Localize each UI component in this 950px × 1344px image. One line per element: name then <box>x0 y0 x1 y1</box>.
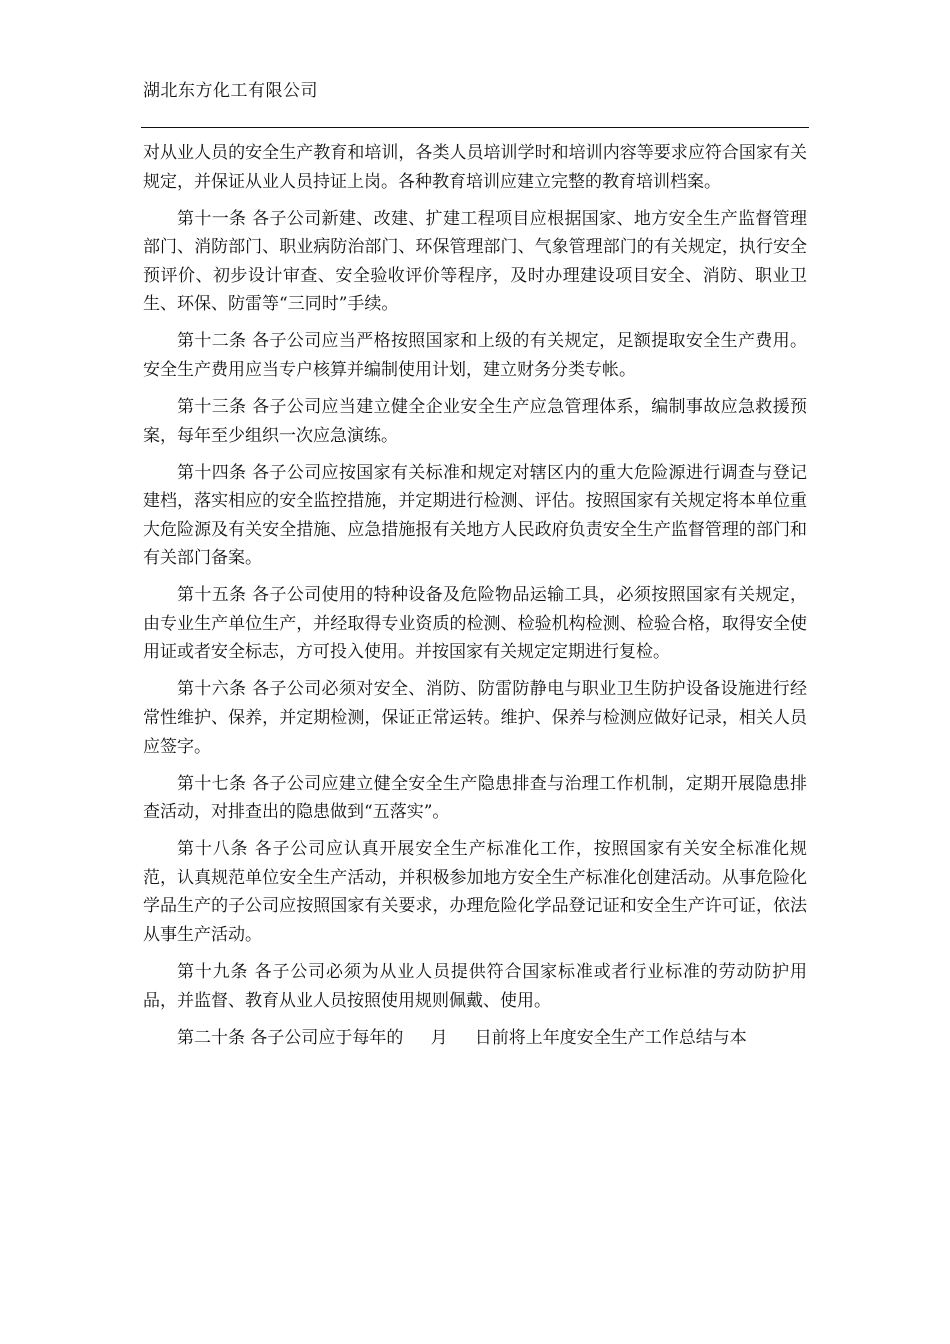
header-rule <box>141 127 809 128</box>
paragraph-article-16: 第十六条 各子公司必须对安全、消防、防雷防静电与职业卫生防护设备设施进行经常性维护、保养，并定期检测，保证正常运转。维护、保养与检测应做好记录，相关人员应签字。 <box>143 679 807 757</box>
document-body <box>143 139 807 1061</box>
paragraph-article-17: 第十七条 各子公司应建立健全安全生产隐患排查与治理工作机制，定期开展隐患排查活动，对排查出的隐患做到“五落实”。 <box>143 773 807 823</box>
paragraph-article-20 <box>143 1024 807 1053</box>
paragraph-article-11: 第十一条 各子公司新建、改建、扩建工程项目应根据国家、地方安全生产监督管理部门、消防部门、职业病防治部门、环保管理部门、气象管理部门的有关规定，执行安全预评价、初步设计审查、安全验收评价等程序，及时办理建设项目安全、消防、职业卫生、环保、防雷等“三同时”手续。 <box>143 208 807 315</box>
paragraph-article-12: 第十二条 各子公司应当严格按照国家和上级的有关规定，足额提取安全生产费用。安全生产费用应当专户核算并编制使用计划，建立财务分类专帐。 <box>143 331 807 380</box>
article-20-part-b: 月 <box>430 1027 448 1048</box>
paragraph-article-13: 第十三条 各子公司应当建立健全企业安全生产应急管理体系，编制事故应急救援预案，每年至少组织一次应急演练。 <box>143 396 807 446</box>
paragraph-article-15: 第十五条 各子公司使用的特种设备及危险物品运输工具，必须按照国家有关规定，由专业生产单位生产，并经取得专业资质的检测、检验机构检测、检验合格，取得安全使用证或者安全标志，方可投入使用。并按国家有关规定定期进行复检。 <box>143 585 807 663</box>
paragraph-continuation: 对从业人员的安全生产教育和培训，各类人员培训学时和培训内容等要求应符合国家有关规定，并保证从业人员持证上岗。各种教育培训应建立完整的教育培训档案。 <box>143 143 807 192</box>
paragraph-article-14: 第十四条 各子公司应按国家有关标准和规定对辖区内的重大危险源进行调查与登记建档，落实相应的安全监控措施，并定期进行检测、评估。按照国家有关规定将本单位重大危险源及有关安全措施、应急措施报有关地方人民政府负责安全生产监督管理的部门和有关部门备案。 <box>143 462 807 569</box>
article-20-part-a: 第二十条 各子公司应于每年的 <box>177 1027 404 1048</box>
paragraph-article-19: 第十九条 各子公司必须为从业人员提供符合国家标准或者行业标准的劳动防护用品，并监督、教育从业人员按照使用规则佩戴、使用。 <box>143 961 807 1011</box>
company-header: 湖北东方化工有限公司 <box>143 81 318 101</box>
article-20-part-c: 日前将上年度安全生产工作总结与本 <box>474 1027 747 1048</box>
paragraph-article-18: 第十八条 各子公司应认真开展安全生产标准化工作，按照国家有关安全标准化规范，认真规范单位安全生产活动，并积极参加地方安全生产标准化创建活动。从事危险化学品生产的子公司应按照国家有关要求，办理危险化学品登记证和安全生产许可证，依法从事生产活动。 <box>143 839 807 945</box>
